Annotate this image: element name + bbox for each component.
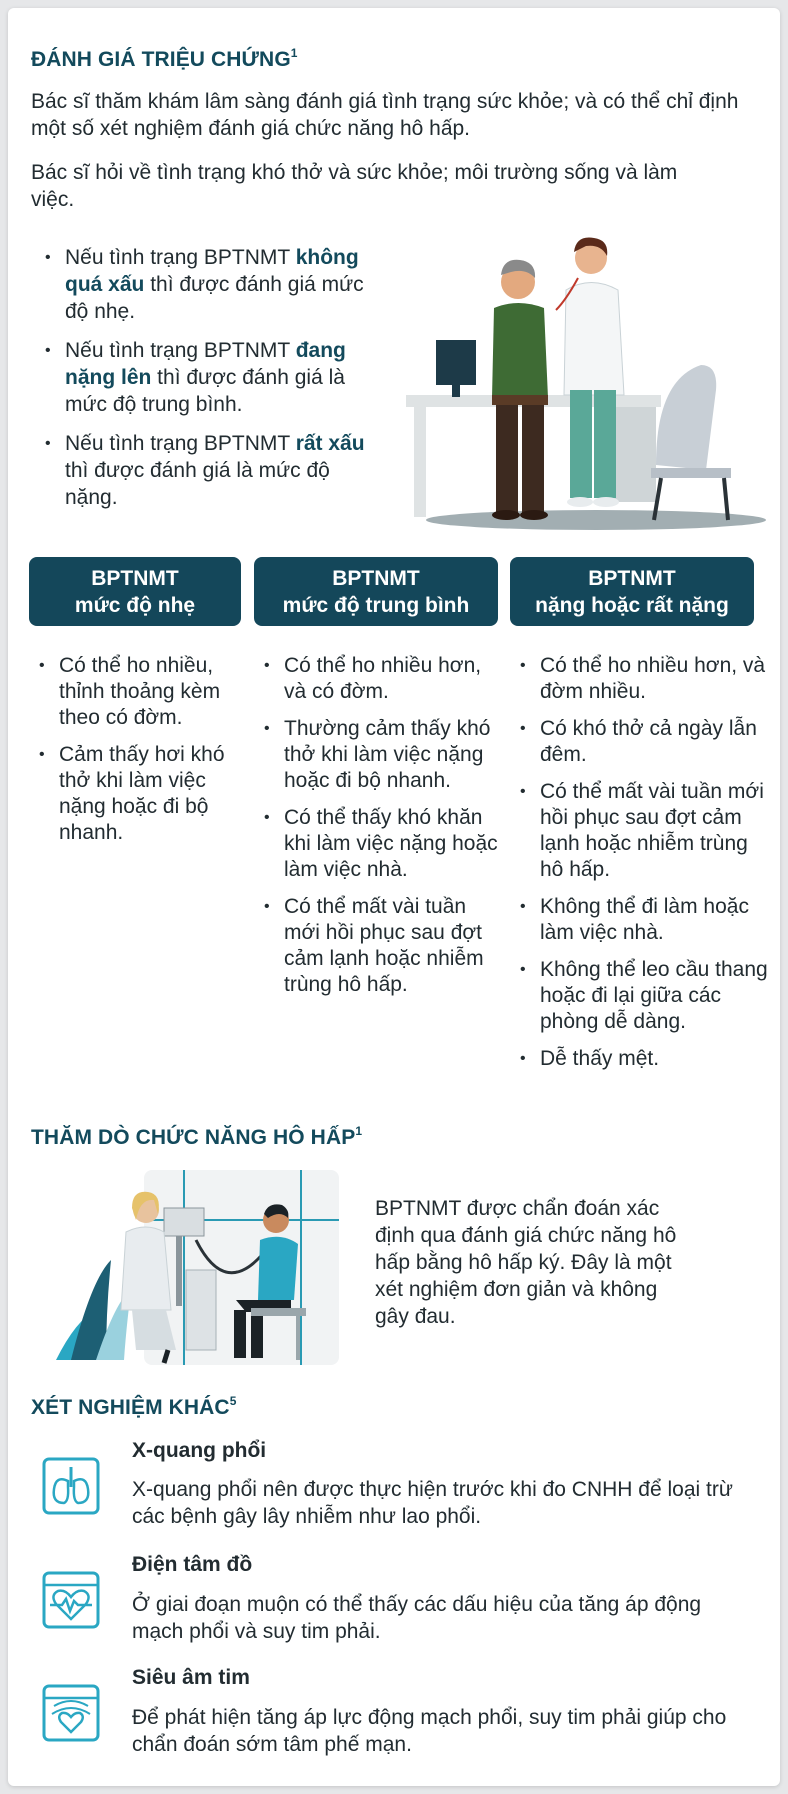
header-line2: nặng hoặc rất nặng [535,594,729,617]
spirometry-illustration [36,1160,346,1370]
test-desc-ecg: Ở giai đoạn muộn có thể thấy các dấu hiệu của tăng áp động mạch phổi và suy tim phải. [132,1593,702,1643]
symptom-item: • Có thể thấy khó khăn khi làm việc nặng hoặc làm việc nhà. [250,805,500,883]
symptom-item: • Có thể ho nhiều hơn, và có đờm. [250,653,500,705]
symptom-item: • Không thể đi làm hoặc làm việc nhà. [506,894,772,946]
lungs-xray-icon [42,1457,100,1515]
symptom-item: • Có thể ho nhiều, thỉnh thoảng kèm theo có đờm. [25,653,247,731]
bullet-severe: • Nếu tình trạng BPTNMT rất xấu thì được đánh giá là mức độ nặng. [31,430,371,511]
severity-column-moderate [250,653,500,1009]
symptom-item: • Dễ thấy mệt. [506,1046,772,1072]
header-line1: BPTNMT [332,567,420,590]
test-desc-echo: Để phát hiện tăng áp lực động mạch phổi, suy tim phải giúp cho chẩn đoán sớm tâm phế mạn. [132,1706,727,1756]
section-title-other-tests: XÉT NGHIỆM KHÁC$^5$ [31,1394,237,1419]
infographic-page [8,8,780,1786]
bullet-moderate: • Nếu tình trạng BPTNMT đang nặng lên thì được đánh giá là mức độ trung bình. [31,337,371,418]
severity-bullet-list [31,244,371,523]
symptom-item: • Có thể mất vài tuần mới hồi phục sau đợt cảm lạnh hoặc nhiễm trùng hô hấp. [506,779,772,883]
header-line2: mức độ trung bình [282,594,470,617]
severity-column-severe [506,653,772,1083]
symptom-item: • Có thể ho nhiều hơn, và đờm nhiều. [506,653,772,705]
echocardiogram-icon [42,1684,100,1742]
ecg-heart-icon [42,1571,100,1629]
doctor-patient-illustration [406,230,766,535]
severity-header-mild [29,557,241,626]
section-title-lung-function: THĂM DÒ CHỨC NĂNG HÔ HẤP$^1$ [31,1124,363,1149]
section-title-symptom-assessment: ĐÁNH GIÁ TRIỆU CHỨNG$^1$ [31,46,298,71]
symptom-item: • Có khó thở cả ngày lẫn đêm. [506,716,772,768]
symptom-item: • Có thể mất vài tuần mới hồi phục sau đợt cảm lạnh hoặc nhiễm trùng hô hấp. [250,894,500,998]
bullet-mild: • Nếu tình trạng BPTNMT không quá xấu thì được đánh giá mức độ nhẹ. [31,244,371,325]
paragraph-doctor-questions: Bác sĩ hỏi về tình trạng khó thở và sức khỏe; môi trường sống và làm việc. [31,161,678,211]
test-title-echo: Siêu âm tim [132,1666,250,1689]
severity-header-moderate [254,557,498,626]
severity-header-severe [510,557,754,626]
symptom-item: • Thường cảm thấy khó thở khi làm việc nặng hoặc đi bộ nhanh. [250,716,500,794]
paragraph-clinical-exam: Bác sĩ thăm khám lâm sàng đánh giá tình trạng sức khỏe; và có thể chỉ định một số xét nghiệm đánh giá chức năng hô hấp. [31,90,739,140]
header-line1: BPTNMT [91,567,179,590]
symptom-item: • Không thể leo cầu thang hoặc đi lại giữa các phòng dễ dàng. [506,957,772,1035]
test-desc-xray: X-quang phổi nên được thực hiện trước khi đo CNHH để loại trừ các bệnh gây lây nhiễm như lao phổi. [132,1478,733,1528]
test-title-xray: X-quang phổi [132,1439,267,1462]
spirometry-description: BPTNMT được chẩn đoán xác định qua đánh giá chức năng hô hấp bằng hô hấp ký. Đây là một xét nghiệm đơn giản và không gây đau. [375,1197,677,1328]
header-line2: mức độ nhẹ [74,594,196,617]
header-line1: BPTNMT [588,567,676,590]
severity-column-mild [25,653,247,857]
symptom-item: • Cảm thấy hơi khó thở khi làm việc nặng hoặc đi bộ nhanh. [25,742,247,846]
test-title-ecg: Điện tâm đồ [132,1553,253,1576]
